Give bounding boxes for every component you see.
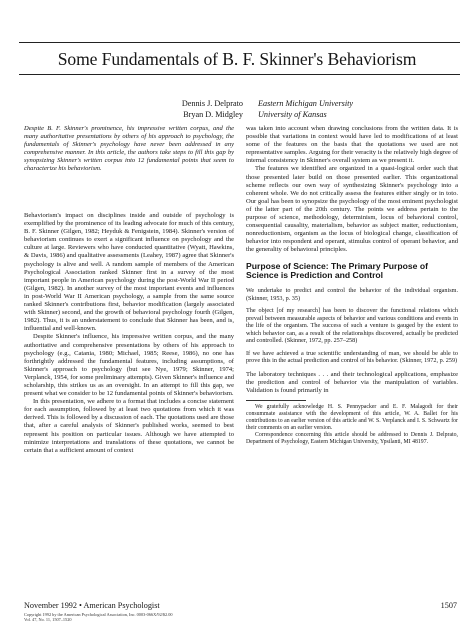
title-rule	[19, 74, 460, 75]
block-quote: The object [of my research] has been to discover the functional relations which prevail between measurable aspects of behavior and various conditions and events in the life of the organism. The success of such a venture is gauged by the extent to which behavior can, as a result of the relationships discovered, actually be predicted and controlled. (Skinner, 1972, pp. 257–258)	[246, 307, 458, 345]
right-column	[246, 125, 458, 446]
page-number: 1507	[440, 601, 457, 610]
body-paragraph: The features we identified are organized in a quasi-logical order such that those presented later build on those presented earlier. This organizational scheme reflects our own way of synthesizing Skinner's psychology into a coherent whole. We do not critically assess the features either singly or in toto. Our goal has been to synopsize the psychology of the most eminent psychologist of the latter part of the 20th century. The points we address pertain to the purpose of science, methodology, determinism, locus of behavioral control, consequential causality, materialism, behavior as subject matter, reductionism, nonreductionism, organism as the locus of biological change, classification of behavior into respondent and operant, stimulus control of operant behavior, and the generality of behavioral principles.	[246, 165, 458, 254]
author-name: Dennis J. Delprato	[181, 99, 243, 108]
abstract	[24, 125, 234, 174]
author-affiliations	[258, 98, 353, 120]
body-paragraph: The laboratory techniques . . . and their technological applications, emphasize the prediction and control of behavior via the manipulation of variables. Validation is found primarily in	[246, 370, 458, 394]
block-quote: We undertake to predict and control the behavior of the individual organism. (Skinner, 1953, p. 35)	[246, 287, 458, 302]
journal-footer: November 1992 • American Psychologist	[24, 601, 160, 610]
top-rule	[19, 42, 460, 43]
abstract-text: Despite B. F. Skinner's prominence, his impressive written corpus, and the many authoritative presentations by others of his approach to psychology, the fundamentals of Skinner's psychology have never been addressed in any comprehensive manner. In this article, the authors take steps to fill this gap by synopsizing Skinner's written corpus into 12 fundamental points that seem to characterize his behaviorism.	[24, 125, 234, 173]
body-paragraph: In this presentation, we adhere to a format that includes a concise statement for each assumption, followed by at least two quotations from which it was derived. This is followed by a discussion of each. The quotations used are those that, after a careful analysis of Skinner's published works, seemed to best represent his position on particular issues. Although we have attempted to minimize interpretations and translations of these quotations, we cannot be certain that a sufficient amount of context	[24, 398, 234, 454]
author-affiliation: Eastern Michigan University	[258, 99, 354, 108]
author-affiliation: University of Kansas	[258, 110, 327, 119]
copyright-notice	[24, 612, 173, 622]
footnote: Correspondence concerning this article should be addressed to Dennis J. Delprato, Department of Psychology, Eastern Michigan University, Ypsilanti, MI 48197.	[246, 432, 458, 446]
volume-line: Vol. 47, No. 11, 1507–1520	[24, 617, 72, 623]
author-name: Bryan D. Midgley	[183, 110, 243, 119]
article-title: Some Fundamentals of B. F. Skinner's Behaviorism	[57, 49, 417, 69]
body-paragraph: Behaviorism's impact on disciplines inside and outside of psychology is exemplified by the prominence of its leading advocate for much of this century, B. F. Skinner (Gilgen, 1982; Heyduk & Fenigstein, 1984). Skinner's version of behaviorism continues to exert a significant influence on psychology and the culture at large. Reviewers who have conducted quantitative (Wyatt, Hawkins, & Davis, 1986) and qualitative assessments (Leahey, 1987) agree that Skinner's psychology is alive and well. A random sample of members of the American Psychological Association ranked Skinner first in a survey of the most important people in American psychology during the post-World War II period (Gilgen, 1982). In another survey of the most important events and influences in post-World War II American psychology, a sample from the same source ranked Skinner's contributions first, behavior modification (largely associated with Skinner) second, and the growth of behavioral psychology fourth (Gilgen, 1982). Thus, it is an understatement to conclude that Skinner has been, and is, influential and well-known.	[24, 212, 234, 333]
author-names	[153, 98, 243, 120]
copyright-line: Copyright 1992 by the American Psychological Association, Inc. 0003-066X/92/$2.00	[24, 612, 173, 617]
body-paragraph: was taken into account when drawing conclusions from the written data. It is possible that variations in context would have led to modifications of at least some of the features on the basis that the quotations we used are not representative samples. Arguing for their veracity is the relatively high degree of internal consistency in Skinner's overall system as we present it.	[246, 125, 458, 165]
section-heading: Purpose of Science: The Primary Purpose of Science is Prediction and Control	[246, 260, 428, 281]
footnote: We gratefully acknowledge H. S. Pennypacker and E. F. Malagodi for their consummate assistance with the development of this article, W. A. Ballet for his contributions to an earlier version of this article and W. S. Verplanck and I. S. Schwartz for their comments on an earlier version.	[246, 403, 458, 432]
left-column	[24, 212, 234, 455]
body-paragraph: Despite Skinner's influence, his impressive written corpus, and the many authoritative and comprehensive presentations by others of his approach to psychology (e.g., Catania, 1980; Michael, 1985; Reese, 1986), no one has forthrightly addressed the fundamental features, including assumptions, of Skinner's approach to psychology (but see Nye, 1979; Skinner, 1974; Verplanck, 1954, for some preliminary attempts). Given Skinner's influence and scholarship, this strikes us as an oversight. In an attempt to fill this gap, we present what we consider to be 12 fundamental points of Skinner's behaviorism.	[24, 333, 234, 398]
footnote-rule	[246, 400, 306, 401]
block-quote: If we have achieved a true scientific understanding of man, we should be able to prove this in the actual prediction and control of his behavior. (Skinner, 1972, p. 259)	[246, 349, 458, 365]
